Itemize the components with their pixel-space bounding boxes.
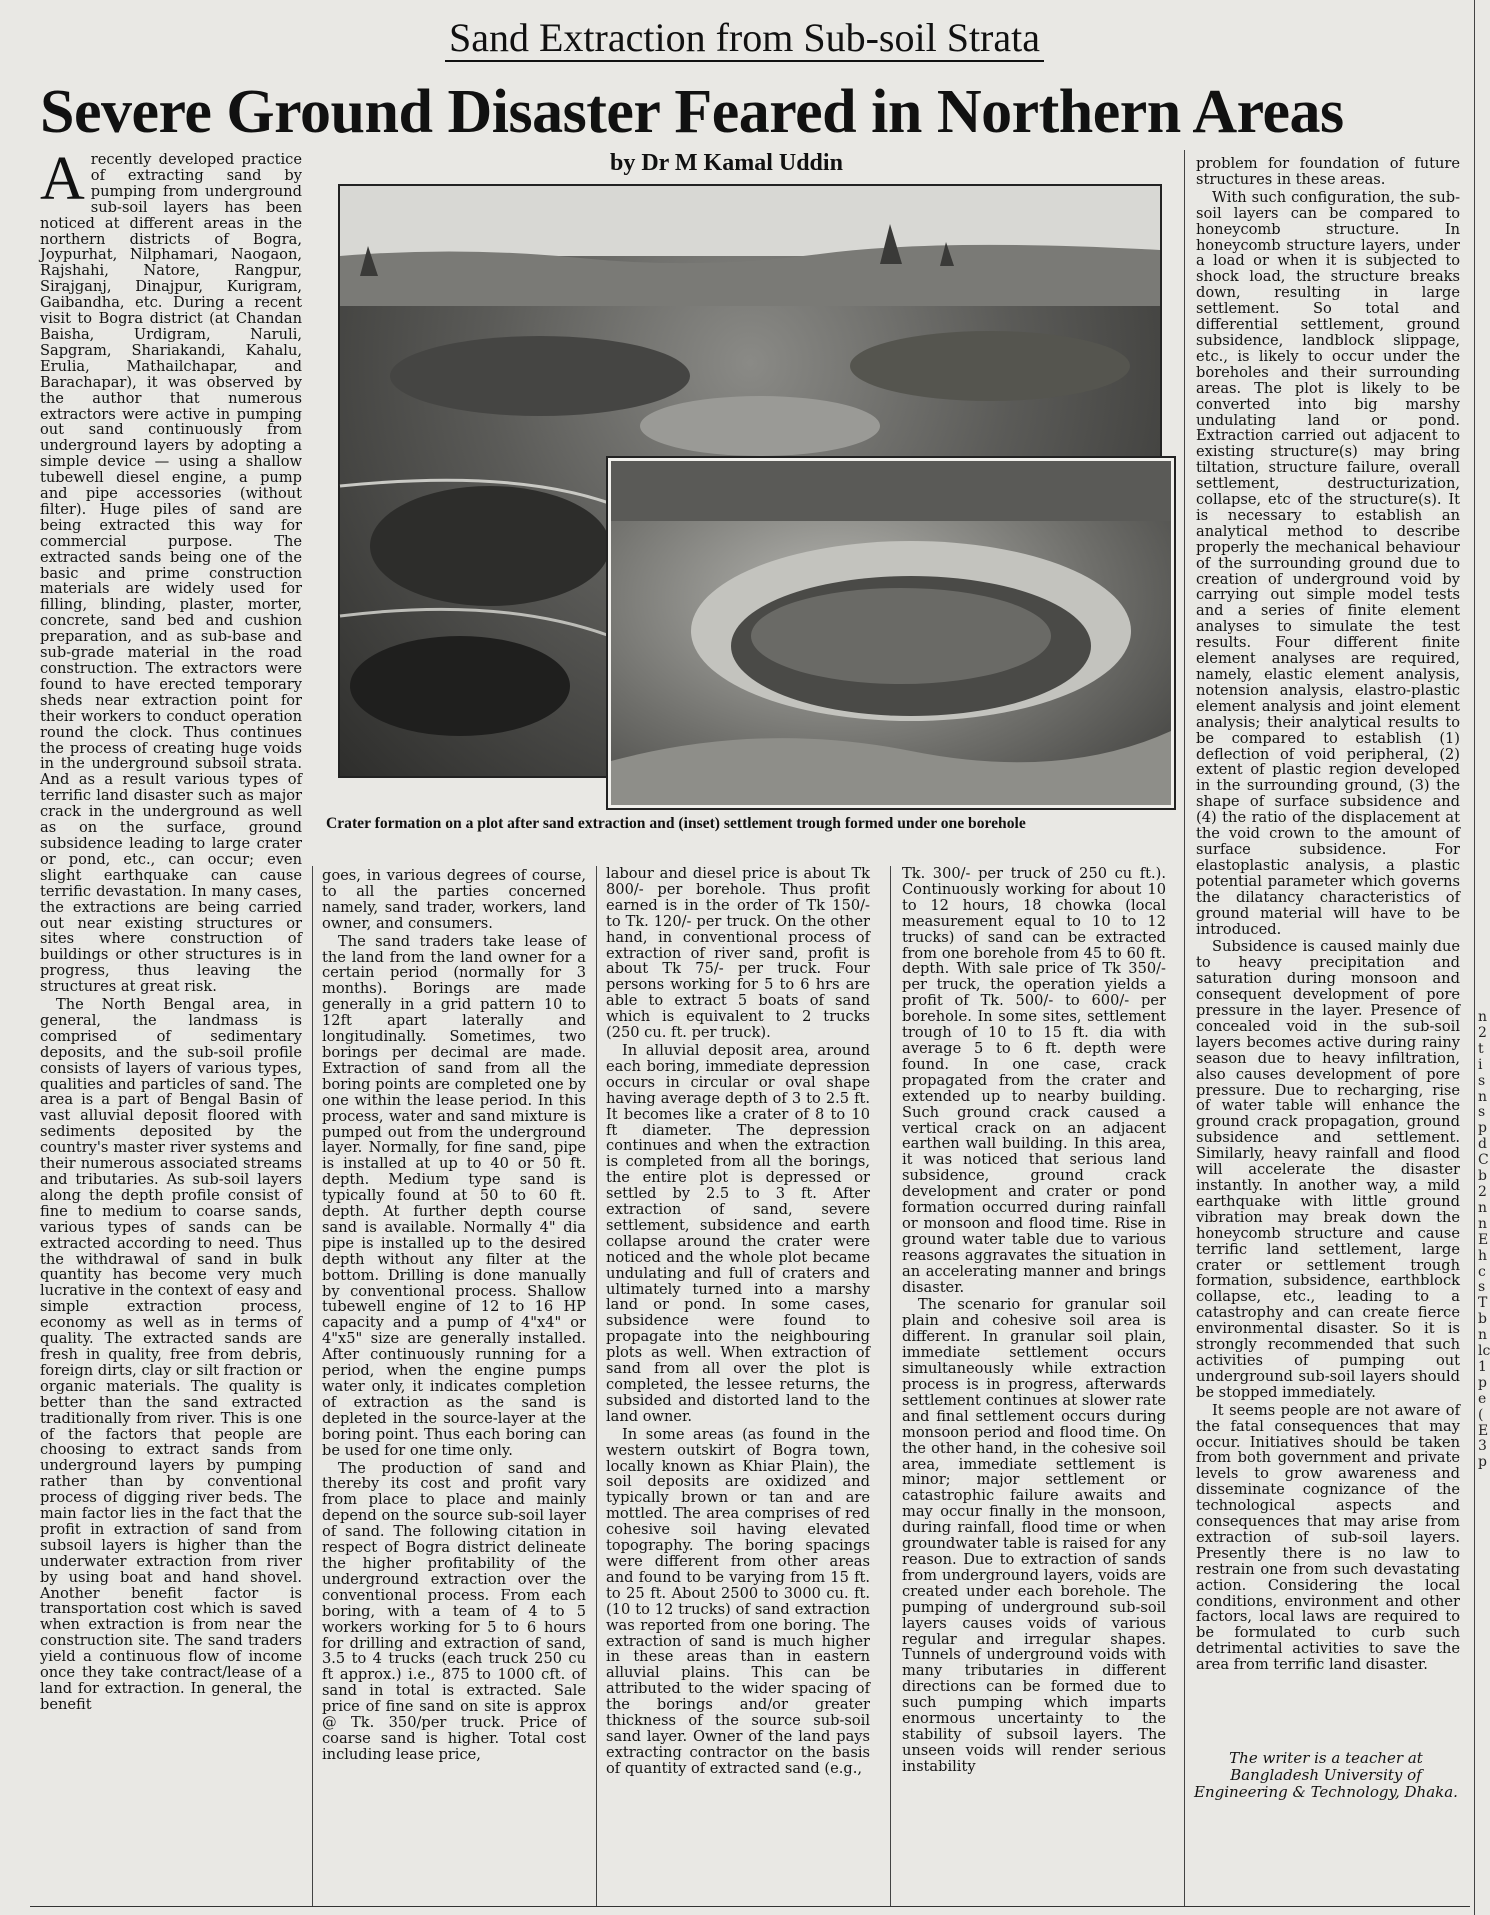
article-column-5 (1196, 156, 1460, 1746)
column-1-paragraph-1-text: recently developed practice of extracting sand by pumping from underground sub-soil layers has been noticed at different areas in the northern districts of Bogra, Joypurhat, Nilphamari, Naogaon, Rajshahi, Natore, Rangpur, Sirajganj, Dinajpur, Kurigram, Gaibandha, etc. During a recent visit to Bogra district (at Chandan Baisha, Urdigram, Naruli, Sapgram, Shariakandi, Kahalu, Erulia, Mathailchapar, and Barachapar), it was observed by the author that numerous extractors were active in pumping out sand continuously from underground layers by adopting a simple device — using a shallow tubewell diesel engine, a pump and pipe accessories (without filter). Huge piles of sand are being extracted this way for commercial purpose. The extracted sands being one of the basic and prime construction materials are widely used for filling, blinding, plaster, morter, concrete, sand bed and cushion preparation, and as sub-base and sub-grade material in the road construction. The extractors were found to have erected temporary sheds near extraction point for their workers to conduct operation round the clock. Thus continues the process of creating huge voids in the underground subsoil strata. And as a result various types of terrific land disaster such as major crack in the underground as well as on the surface, ground subsidence leading to large crater or pond, etc., can occur; even slight earthquake can cause terrific devastation. In many cases, the extractions are being carried out near existing structures or sites where construction of buildings or other structures is in progress, thus leaving the structures at great risk. (40, 151, 302, 996)
author-credit: The writer is a teacher at Bangladesh University of Engineering & Technology, Dhaka. (1194, 1749, 1458, 1801)
column-3-paragraph-2: In alluvial deposit area, around each boring, immediate depression occurs in circular or oval shape having average depth of 3 to 2.5 ft. It becomes like a crater of 8 to 10 ft diameter. The depression continues and when the extraction is completed from all the borings, the entire plot is depressed or settled by 2.5 to 3 ft. After extraction of sand, severe settlement, subsidence and earth collapse around the crater were noticed and the whole plot became undulating and full of craters and ultimately turned into a marshy land or pond. In some cases, subsidence were found to propagate into the neighbouring plots as well. When extraction of sand from all over the plot is completed, the lessee returns, the subsided and distorted land to the land owner. (606, 1041, 870, 1425)
column-5-paragraph-2: With such configuration, the sub-soil layers can be compared to honeycomb structure. In honeycomb structure layers, under a load or when it is subjected to shock load, the structure breaks down, resulting in large settlement. So total and differential settlement, ground subsidence, landblock slippage, etc., is likely to occur under the boreholes and their surrounding areas. The plot is likely to be converted into big marshy undulating land or pond. Extraction carried out adjacent to existing structure(s) may bring tiltation, structure failure, overall settlement, destructurization, collapse, etc of the structure(s). It is necessary to establish an analytical method to describe properly the mechanical behaviour of the surrounding ground due to creation of underground void by carrying out simple model tests and a series of finite element analyses to simulate the test results. Four different finite element analyses are required, namely, elastic element analysis, notension analysis, elastro-plastic element analysis and joint element analysis; their analytical results to be compared to establish (1) deflection of void peripheral, (2) extent of plastic region developed in the surrounding ground, (3) the shape of surface subsidence and (4) the ratio of the displacement at the void crown to the amount of surface subsidence. For elastoplastic analysis, a plastic potential parameter which governs the dilatancy characteristics of ground material will have to be introduced. (1196, 188, 1460, 938)
column-rule-3 (890, 866, 891, 1906)
column-5-paragraph-3: Subsidence is caused mainly due to heavy precipitation and saturation during monsoon and consequent development of pore pressure in the layer. Presence of concealed void in the sub-soil layers becomes active during rainy season due to heavy infiltration, also causes development of pore pressure. Due to recharging, rise of water table will enhance the ground crack propagation, ground subsidence and settlement. Similarly, heavy rainfall and flood will accelerate the disaster instantly. In another way, a mild earthquake with little ground vibration may break down the honeycomb structure and cause terrific land settlement, large crater or settlement trough formation, subsidence, earthblock collapse, etc., leading to a catastrophy and can create fierce environmental disaster. So it is strongly recommended that such activities of pumping out underground sub-soil layers should be stopped immediately. (1196, 938, 1460, 1401)
column-2-paragraph-3: The production of sand and thereby its cost and profit vary from place to place and mainly depend on the source sub-soil layer of sand. The following citation in respect of Bogra district delineate the higher profitability of the underground extraction over the conventional process. From each boring, with a team of 4 to 5 workers working for 5 to 6 hours for drilling and extraction of sand, 3.5 to 4 trucks (each truck 250 cu ft approx.) i.e., 875 to 1000 cft. of sand in total is extracted. Sale price of fine sand on site is approx @ Tk. 350/per truck. Price of coarse sand is higher. Total cost including lease price, (322, 1459, 586, 1763)
column-2-paragraph-2: The sand traders take lease of the land from the land owner for a certain period (normally for 3 months). Borings are made generally in a grid pattern 10 to 12ft apart laterally and longitudinally. Sometimes, two borings per decimal are made. Extraction of sand from all the boring points are completed one by one within the lease period. In this process, water and sand mixture is pumped out from the underground layer. Normally, for fine sand, pipe is installed at up to 40 or 50 ft. depth. Medium type sand is typically found at 50 to 60 ft. depth. At further depth course sand is available. Normally 4" dia pipe is installed up to the desired depth without any filter at the bottom. Drilling is done manually by conventional process. Shallow tubewell engine of 12 to 16 HP capacity and a pump of 4"x4" or 4"x5" size are generally installed. After continuously running for a period, when the engine pumps water only, it indicates completion of extraction as the sand is depleted in the source-layer at the boring point. Thus each boring can be used for one time only. (322, 932, 586, 1459)
column-2-paragraph-1: goes, in various degrees of course, to all the parties concerned namely, sand trader, workers, land owner, and consumers. (322, 867, 586, 932)
column-5-paragraph-4: It seems people are not aware of the fatal consequences that may occur. Initiatives should be taken from both government and private levels to grow awareness and disseminate cognizance of the technological aspects and consequences that may arise from extraction of sub-soil layers. Presently there is no law to restrain one from such devastating action. Considering the local conditions, environment and other factors, local laws are required to be formulated to curb such detrimental activities to save the area from terrific land disaster. (1196, 1401, 1460, 1674)
bottom-rule (30, 1906, 1470, 1907)
adjacent-article-fragment: n 2 t i s n s p d C b 2 n n E h c s T b n lc 1 p e ( E 3 p (1478, 1009, 1490, 1471)
photo-caption: Crater formation on a plot after sand extraction and (inset) settlement trough formed under one borehole (326, 815, 1026, 832)
inset-photo (608, 458, 1174, 808)
article-column-4 (902, 866, 1166, 1903)
kicker-heading (0, 14, 1489, 62)
column-rule-4 (1184, 150, 1185, 1906)
column-5-paragraph-1: problem for foundation of future structures in these areas. (1196, 155, 1460, 188)
byline: by Dr M Kamal Uddin (610, 150, 843, 176)
drop-cap: A (40, 145, 85, 213)
column-4-paragraph-1: Tk. 300/- per truck of 250 cu ft.). Continuously working for about 10 to 12 hours, 18 chowka (local measurement equal to 10 to 12 trucks) of sand can be extracted from one borehole from 45 to 60 ft. depth. With sale price of Tk 350/-per truck, the operation yields a profit of Tk. 500/- to 600/- per borehole. In some sites, settlement trough of 10 to 15 ft. dia with average 5 to 6 ft. depth were found. In one case, crack propagated from the crater and extended up to nearby building. Such ground crack caused a vertical crack on an adjacent earthen wall building. In this area, it was noticed that serious land subsidence, ground crack development and crater or pond formation occurred during rainfall or monsoon and flood time. Rise in ground water table due to various reasons aggravates the situation in an accelerating manner and brings disaster. (902, 865, 1166, 1296)
column-3-paragraph-1: labour and diesel price is about Tk 800/- per borehole. Thus profit earned is in the order of Tk 150/- to Tk. 120/- per truck. On the other hand, in conventional process of extraction of river sand, profit is about Tk 75/- per truck. Four persons working for 5 to 6 hrs are able to extract 5 boats of sand which is equivalent to 2 trucks (250 cu. ft. per truck). (606, 865, 870, 1042)
column-rule-right (1474, 0, 1475, 1915)
column-1-paragraph-2: The North Bengal area, in general, the landmass is comprised of sedimentary deposits, and the sub-soil profile consists of layers of various types, qualities and particles of sand. The area is a part of Bengal Basin of vast alluvial deposit floored with sediments deposited by the country's master river systems and their numerous associated streams and tributaries. As sub-soil layers along the depth profile consist of fine to medium to coarse sands, various types of sands can be extracted according to need. Thus the withdrawal of sand in bulk quantity has become very much lucrative in the context of easy and simple extraction process, economy as well as in terms of quality. The extracted sands are fresh in quality, free from debris, foreign dirts, clay or silt fraction or organic materials. The quality is better than the sand extracted traditionally from river. This is one of the factors that people are choosing to extract sands from underground layers by pumping rather than by conventional process of digging river beds. The main factor lies in the fact that the profit in extraction of sand from subsoil layers is higher than the underwater extraction from river by using boat and hand shovel. Another benefit factor is transportation cost which is saved when extraction is from near the construction site. The sand traders yield a continuous flow of income once they take contract/lease of a land for extraction. In general, the benefit (40, 996, 302, 1713)
article-column-2 (322, 868, 586, 1903)
column-rule-2 (596, 866, 597, 1906)
column-3-paragraph-3: In some areas (as found in the western outskirt of Bogra town, locally known as Khiar Plain), the soil deposits are oxidized and typically brown or tan and are mottled. The area comprises of red cohesive soil having elevated topography. The boring spacings were different from other areas and found to be varying from 15 ft. to 25 ft. About 2500 to 3000 cu. ft. (10 to 12 trucks) of sand extraction was reported from one boring. The extraction of sand is much higher in these areas than in eastern alluvial plains. This can be attributed to the wider spacing of the borings and/or greater thickness of the source sub-soil sand layer. Owner of the land pays extracting contractor on the basis of quantity of extracted sand (e.g., (606, 1425, 870, 1777)
column-4-paragraph-2: The scenario for granular soil plain and cohesive soil area is different. In granular soil plain, immediate settlement occurs simultaneously while extraction process is in progress, afterwards settlement continues at slower rate and final settlement occurs during monsoon period and flood time. On the other hand, in the cohesive soil area, immediate settlement is minor; major settlement or catastrophic failure awaits and may occur finally in the monsoon, during rainfall, flood time or when groundwater table is raised for any reason. Due to extraction of sands from underground layers, voids are created under each borehole. The pumping of underground sub-soil layers causes voids of various regular and irregular shapes. Tunnels of underground voids with many tributaries in different directions can be formed due to such pumping which imparts enormous uncertainty to the stability of subsoil layers. The unseen voids will render serious instability (902, 1296, 1166, 1775)
article-column-3 (606, 866, 870, 1903)
headline: Severe Ground Disaster Feared in Northern Areas (40, 78, 1344, 146)
column-1-paragraph-1 (40, 145, 302, 996)
kicker-text: Sand Extraction from Sub-soil Strata (445, 15, 1044, 62)
article-column-1 (40, 145, 302, 1907)
column-rule-1 (312, 866, 313, 1906)
inset-photo-graphic (611, 461, 1171, 805)
